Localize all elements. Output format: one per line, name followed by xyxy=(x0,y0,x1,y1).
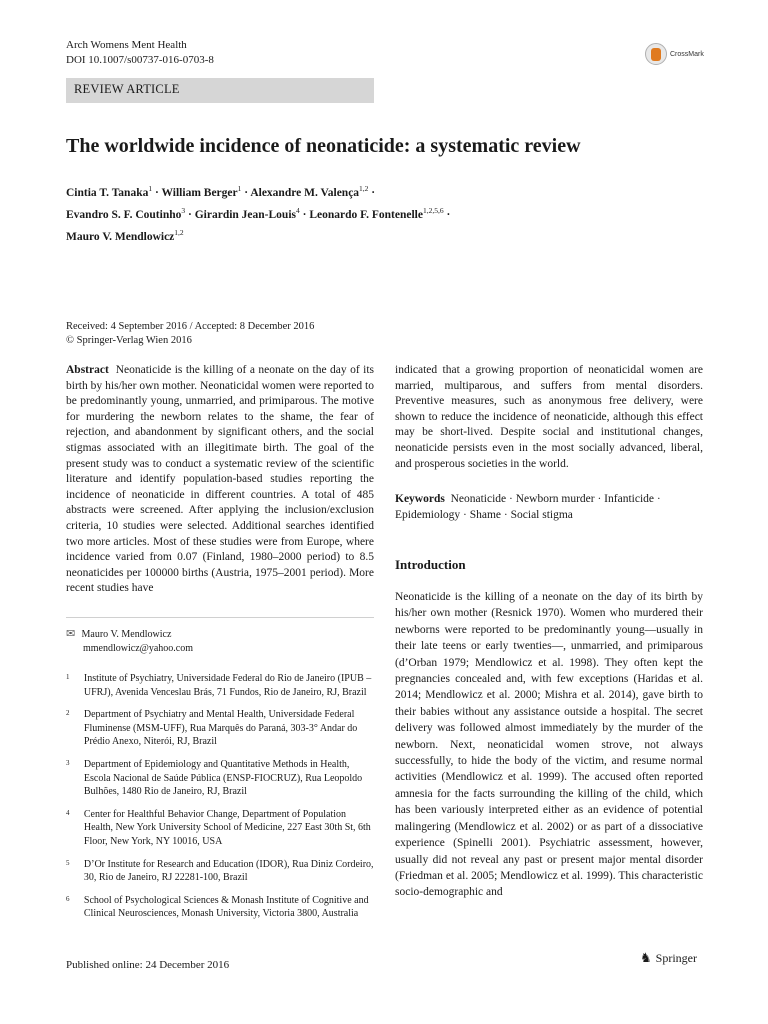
author-affiliation-marker: 4 xyxy=(296,205,300,215)
author-separator: · xyxy=(368,186,376,199)
affiliation-number: 6 xyxy=(66,894,70,903)
keywords-label: Keywords xyxy=(395,493,445,505)
author-line-1 xyxy=(66,180,716,202)
affiliation-number: 5 xyxy=(66,858,70,867)
article-type-label: REVIEW ARTICLE xyxy=(74,82,180,96)
author-separator: · xyxy=(152,186,162,199)
affiliation-text: Department of Psychiatry and Mental Health, Universidade Federal Fluminense (MSM-UFF), Rua Marquês do Paraná, 303-3° Andar do Prédio Anexo, Niterói, RJ, Brazil xyxy=(83,709,358,748)
author-list xyxy=(66,180,716,245)
affiliation-item xyxy=(66,708,374,749)
affiliation-item xyxy=(66,758,374,799)
author-affiliation-marker: 1 xyxy=(237,184,242,193)
publisher-name: Springer xyxy=(655,950,697,965)
author-name[interactable]: Cintia T. Tanaka xyxy=(66,186,149,199)
journal-name: Arch Womens Ment Health xyxy=(66,39,187,51)
author-name[interactable]: Alexandre M. Valença xyxy=(250,186,360,199)
paper-title: The worldwide incidence of neonaticide: a systematic review xyxy=(66,135,581,157)
doi[interactable]: DOI 10.1007/s00737-016-0703-8 xyxy=(66,54,214,66)
keywords xyxy=(395,492,703,523)
abstract-left xyxy=(66,363,374,597)
author-name[interactable]: Evandro S. F. Coutinho xyxy=(66,208,182,221)
keywords-text: Neonaticide · Newborn murder · Infanticide · Epidemiology · Shame · Social stigma xyxy=(395,493,661,521)
correspondence-email[interactable]: mmendlowicz@yahoo.com xyxy=(83,643,194,654)
affiliation-item xyxy=(66,808,374,849)
springer-horse-icon: ♞ xyxy=(640,950,652,965)
author-line-2 xyxy=(66,202,716,224)
author-separator: · xyxy=(299,208,310,221)
affiliation-number: 3 xyxy=(66,758,70,767)
author-affiliation-marker: 3 xyxy=(181,205,186,215)
abstract-right xyxy=(395,363,703,472)
crossmark-label: CrossMark xyxy=(670,50,704,58)
springer-logo xyxy=(640,950,697,966)
author-name[interactable]: Mauro V. Mendlowicz xyxy=(66,230,175,243)
affiliation-number: 2 xyxy=(66,709,70,718)
correspondence-name: Mauro V. Mendlowicz xyxy=(81,629,172,640)
author-line-3 xyxy=(66,224,716,246)
affiliation-text: Institute of Psychiatry, Universidade Federal do Rio de Janeiro (IPUB – UFRJ), Avenida Venceslau Brás, 71 Fundos, Rio de Janeiro, RJ, Brazil xyxy=(83,673,372,698)
author-separator: · xyxy=(185,208,195,221)
crossmark-badge[interactable] xyxy=(645,43,704,65)
published-date: Published online: 24 December 2016 xyxy=(66,959,230,971)
author-affiliation-marker: 1,2 xyxy=(359,184,369,193)
affiliation-text: D’Or Institute for Research and Education (IDOR), Rua Diniz Cordeiro, 30, Rio de Janeiro, RJ 22281-100, Brazil xyxy=(83,858,374,884)
author-affiliation-marker: 1,2 xyxy=(174,227,184,237)
footnote-divider xyxy=(66,617,374,618)
affiliation-text: Department of Epidemiology and Quantitative Methods in Health, Escola Nacional de Saúde Pública (ENSP-FIOCRUZ), Rua Leopoldo Bulhões, 1480 Rio de Janeiro, RJ, Brazil xyxy=(83,758,363,798)
crossmark-icon xyxy=(645,43,667,65)
introduction-body: Neonaticide is the killing of a neonate on the day of its birth by his/her own mother (Resnick 1970). Women who murdered their newborns were reported to be predominantly young—usually in their late teens or early twenties—, unmarried, and primiparous (d’Orban 1979; Mendlowicz et al. 1998). They often kept the pregnancies concealed and, with few exceptions (Haridas et al. 2014; Mendlowicz et al. 2000; Mishra et al. 2014), gave birth to their babies without any assistance outside a hospital. The secret delivery was followed almost immediately by the murder of the newborn. Next, neonaticidal women strove, not always successfully, to hide the body of the victim, and resume normal activities (Mendlowicz et al. 1999). The accused often reported amnesia for the facts surrounding the killing of the child, which has been variously interpreted either as an evidence of potential malingering (Mendlowicz et al. 2002) or as part of a dissociative experience (Spinelli 2001). Psychiatric assessment, however, usually did not reveal any past or present major mental disorder (Friedman et al. 2005; Mendlowicz et al. 1999). This characteristic socio-demographic and xyxy=(395,591,703,899)
affiliation-item xyxy=(66,672,374,699)
affiliation-number: 4 xyxy=(66,808,70,817)
journal-header xyxy=(66,38,214,68)
affiliation-text: Center for Healthful Behavior Change, Department of Population Health, New York University School of Medicine, 227 East 30th St, 6th Floor, New York, NY 10016, USA xyxy=(83,808,371,847)
abstract-label: Abstract xyxy=(66,364,109,376)
abstract-text-right: indicated that a growing proportion of neonaticidal women are married, multiparous, and suffers from mental disorders. Preventive measures, such as anonymous free delivery, were shown to reduce the incidence of neonaticide, although this effect may be short-lived. Despite social and institutional changes, neonaticide persists even in the most socially advanced, liberal, and prosperous societies in the world. xyxy=(395,364,703,470)
abstract-text-left: Neonaticide is the killing of a neonate on the day of its birth by his/her own mother. Neonaticidal women were reported to be predominantly young, unmarried, and primiparous. The motive for murdering the newborn relates to the shame, the fear of rejection, and abandonment by significant others, and the social stigmas associated with an illegitimate birth. The goal of the present study was to conduct a systematic review of the scientific literature and identify population-based studies reporting the incidence of neonaticide in different countries. A total of 485 abstracts were screened. After applying the inclusion/exclusion criteria, 10 studies were selected. Additional searches identified two more articles. Most of these studies were from Europe, where incidence varied from 0.07 (Finland, 1980–2000 period) to 8.5 neonaticides per 100000 births (Austria, 1975–2001 period). More recent studies have xyxy=(66,364,374,595)
affiliation-list xyxy=(66,672,374,930)
affiliation-number: 1 xyxy=(66,673,70,681)
received-accepted-dates: Received: 4 September 2016 / Accepted: 8 December 2016 xyxy=(66,321,315,332)
correspondence xyxy=(66,627,193,656)
envelope-icon: ✉ xyxy=(66,628,76,640)
author-name[interactable]: Girardin Jean-Louis xyxy=(194,208,296,221)
author-name[interactable]: William Berger xyxy=(161,186,238,199)
affiliation-text: School of Psychological Sciences & Monash Institute of Cognitive and Clinical Neurosciences, Monash University, Victoria 3800, Australia xyxy=(83,894,369,920)
section-heading-introduction: Introduction xyxy=(395,557,466,572)
author-affiliation-marker: 1 xyxy=(148,184,153,193)
affiliation-item xyxy=(66,894,374,921)
author-name[interactable]: Leonardo F. Fontenelle xyxy=(309,208,423,221)
copyright-line: © Springer-Verlag Wien 2016 xyxy=(66,335,192,346)
article-dates xyxy=(66,320,314,348)
author-separator: · xyxy=(443,208,451,221)
author-separator: · xyxy=(241,186,251,199)
author-affiliation-marker: 1,2,5,6 xyxy=(422,205,444,215)
article-type-banner xyxy=(66,78,374,103)
affiliation-item xyxy=(66,858,374,885)
